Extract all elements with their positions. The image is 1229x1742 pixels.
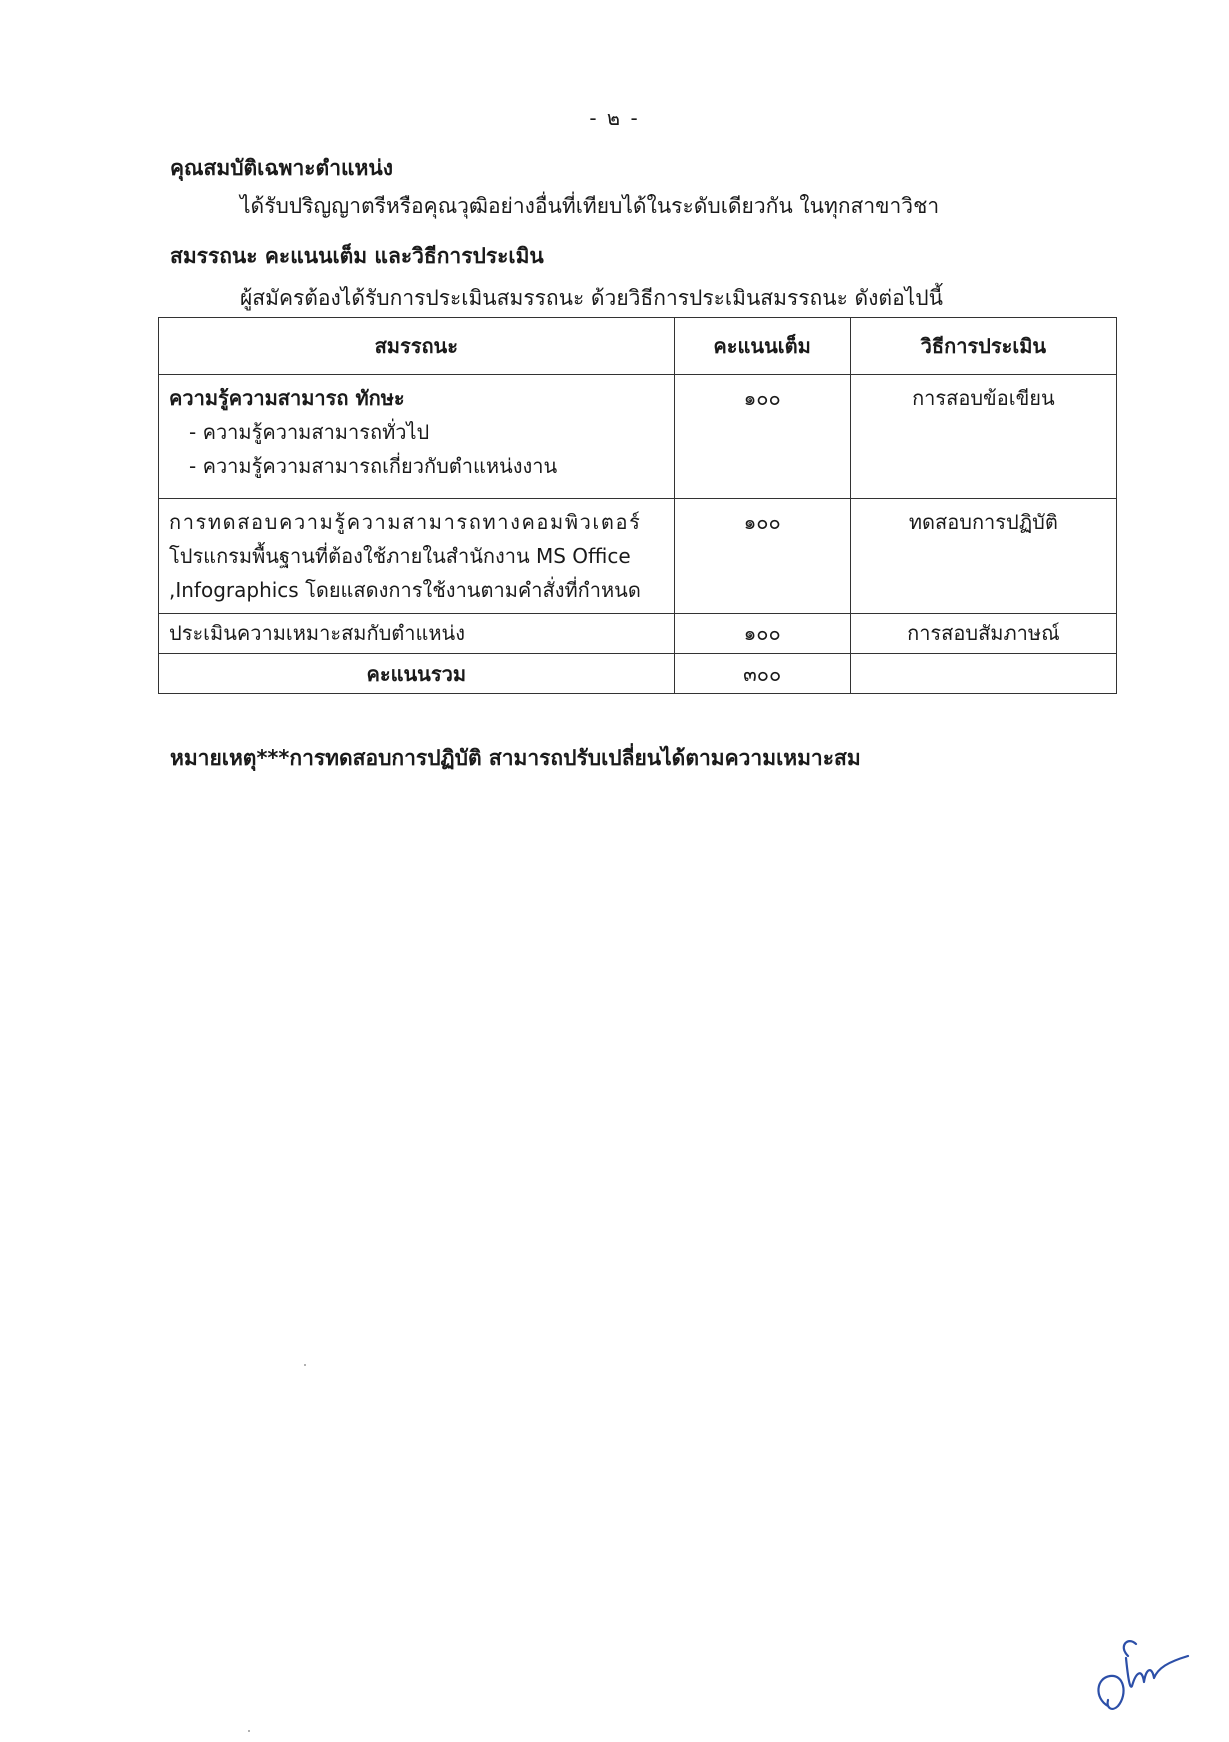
competency-intro: ผู้สมัครต้องได้รับการประเมินสมรรถนะ ด้วยวิธีการประเมินสมรรถนะ ดังต่อไปนี้ — [240, 286, 943, 310]
scan-speck — [304, 1364, 306, 1366]
total-method — [850, 654, 1116, 694]
score-cell: ๑๐๐ — [674, 375, 850, 499]
competency-table — [158, 317, 1117, 694]
qualifications-heading: คุณสมบัติเฉพาะตำแหน่ง — [170, 156, 393, 180]
total-row — [159, 654, 1117, 694]
remark-note: หมายเหตุ***การทดสอบการปฏิบัติ สามารถปรับเปลี่ยนได้ตามความเหมาะสม — [170, 746, 861, 770]
qualifications-text: ได้รับปริญญาตรีหรือคุณวุฒิอย่างอื่นที่เทียบได้ในระดับเดียวกัน ในทุกสาขาวิชา — [240, 194, 940, 218]
total-score: ๓๐๐ — [674, 654, 850, 694]
scan-speck — [248, 1730, 250, 1732]
table-row — [159, 614, 1117, 654]
header-competency: สมรรถนะ — [159, 318, 675, 375]
competency-line: การทดสอบความรู้ความสามารถทางคอมพิวเตอร์ — [169, 510, 642, 534]
handwritten-signature — [1088, 1628, 1198, 1718]
total-label: คะแนนรวม — [159, 654, 675, 694]
competency-sub-item: - ความรู้ความสามารถทั่วไป — [189, 420, 430, 444]
table-row — [159, 375, 1117, 499]
header-method: วิธีการประเมิน — [850, 318, 1116, 375]
competency-line: โปรแกรมพื้นฐานที่ต้องใช้ภายในสำนักงาน MS Office — [169, 544, 631, 568]
method-cell: การสอบสัมภาษณ์ — [850, 614, 1116, 654]
competency-sub-item: - ความรู้ความสามารถเกี่ยวกับตำแหน่งงาน — [189, 454, 558, 478]
method-cell: การสอบข้อเขียน — [850, 375, 1116, 499]
score-cell: ๑๐๐ — [674, 499, 850, 614]
competency-title: ความรู้ความสามารถ ทักษะ — [169, 386, 405, 410]
method-cell: ทดสอบการปฏิบัติ — [850, 499, 1116, 614]
score-cell: ๑๐๐ — [674, 614, 850, 654]
competency-heading: สมรรถนะ คะแนนเต็ม และวิธีการประเมิน — [170, 244, 544, 268]
competency-cell: ประเมินความเหมาะสมกับตำแหน่ง — [159, 614, 675, 654]
table-header-row — [159, 318, 1117, 375]
table-row — [159, 499, 1117, 614]
competency-line: ,Infographics โดยแสดงการใช้งานตามคำสั่งที่กำหนด — [169, 578, 641, 602]
page-number: - ๒ - — [589, 106, 640, 130]
header-full-score: คะแนนเต็ม — [674, 318, 850, 375]
competency-cell — [159, 499, 675, 614]
competency-cell — [159, 375, 675, 499]
